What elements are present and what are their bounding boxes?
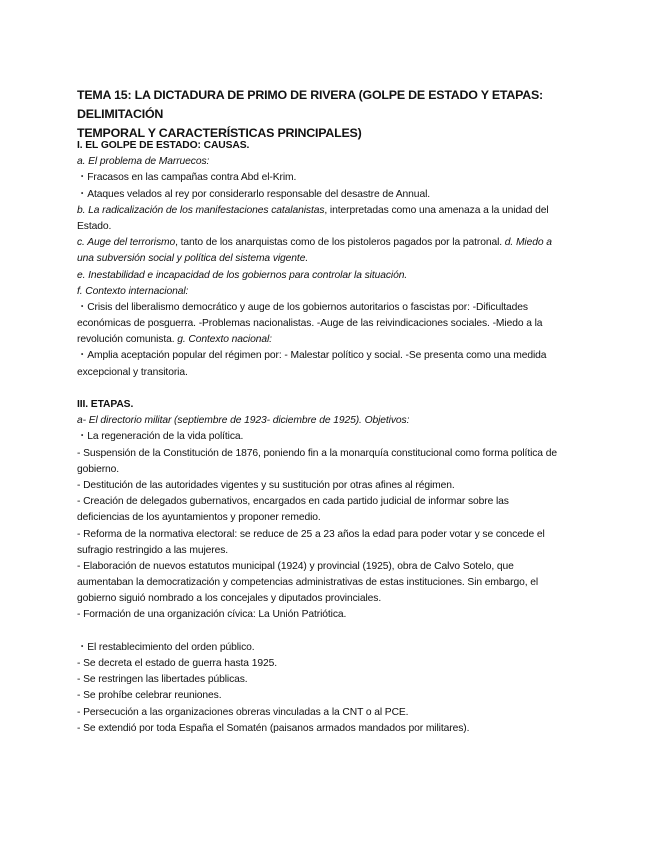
cause-b-continued: Estado.	[77, 220, 112, 232]
list-item-continued: aumentaban la democratización y competencias administrativas de estas instituciones. Sin embargo, el	[77, 577, 539, 589]
stage-a-heading: a- El directorio militar (septiembre de 1923- diciembre de 1925). Objetivos:	[77, 415, 410, 427]
document-body	[77, 138, 607, 737]
list-item: - Se extendió por toda España el Somatén (paisanos armados mandados por militares).	[77, 722, 470, 734]
cause-g-line-2: excepcional y transitoria.	[77, 366, 188, 378]
title-line-2: TEMPORAL Y CARACTERÍSTICAS PRINCIPALES)	[77, 126, 362, 140]
list-item: - Formación de una organización cívica: La Unión Patriótica.	[77, 609, 347, 621]
list-item-continued: sufragio restringido a las mujeres.	[77, 544, 229, 556]
title-line-1: TEMA 15: LA DICTADURA DE PRIMO DE RIVERA (GOLPE DE ESTADO Y ETAPAS: DELIMITACIÓN	[77, 88, 543, 121]
cause-f-text: revolución comunista.	[77, 334, 175, 346]
section-heading-causas: I. EL GOLPE DE ESTADO: CAUSAS.	[77, 140, 250, 151]
cause-c-italic: c. Auge del terrorismo	[77, 237, 176, 249]
cause-a-item-2: ・Ataques velados al rey por considerarlo responsable del desastre de Annual.	[77, 188, 431, 200]
section-heading-etapas: III. ETAPAS.	[77, 399, 134, 410]
cause-g-heading: g. Contexto nacional:	[177, 334, 272, 346]
cause-c	[77, 235, 607, 251]
objective-1: ・La regeneración de la vida política.	[77, 431, 244, 443]
cause-g-line-1: ・Amplia aceptación popular del régimen por: - Malestar político y social. -Se presenta como una medida	[77, 350, 547, 362]
cause-c-text: , tanto de los anarquistas como de los pistoleros pagados por la patronal.	[175, 237, 503, 249]
cause-b-italic: b. La radicalización de los manifestaciones catalanistas	[77, 204, 325, 216]
cause-f-heading: f. Contexto internacional:	[77, 285, 189, 297]
cause-f-line-3	[77, 332, 607, 348]
list-item: - Se decreta el estado de guerra hasta 1925.	[77, 658, 277, 669]
cause-d-start: d. Miedo a	[504, 237, 552, 249]
cause-b	[77, 203, 607, 219]
objective-2: ・El restablecimiento del orden público.	[77, 641, 255, 653]
list-item: - Se restringen las libertades públicas.	[77, 674, 248, 686]
list-item: - Destitución de las autoridades vigentes y su sustitución por otras afines al régimen.	[77, 479, 455, 491]
spacer	[77, 381, 607, 397]
cause-a-item-1: ・Fracasos en las campañas contra Abd el-Krim.	[77, 172, 297, 184]
spacer	[77, 624, 607, 640]
list-item: - Creación de delegados gubernativos, encargados en cada partido judicial de informar sobre las	[77, 496, 509, 508]
list-item: - Suspensión de la Constitución de 1876, poniendo fin a la monarquía constitucional como forma política de	[77, 447, 557, 459]
list-item: - Persecución a las organizaciones obreras vinculadas a la CNT o al PCE.	[77, 706, 409, 718]
cause-f-line-1: ・Crisis del liberalismo democrático y auge de los gobiernos autoritarios o fascistas por: -Dificultades	[77, 301, 528, 313]
cause-a-heading: a. El problema de Marruecos:	[77, 156, 210, 168]
list-item-continued: gobierno.	[77, 463, 120, 475]
list-item-continued: gobierno siguió nombrado a los concejales y diputados provinciales.	[77, 593, 382, 605]
cause-b-text: , interpretadas como una amenaza a la unidad del	[324, 204, 549, 216]
list-item: - Reforma de la normativa electoral: se reduce de 25 a 23 años la edad para poder votar y se concede el	[77, 528, 545, 540]
document-title	[77, 86, 597, 143]
cause-f-line-2: económicas de posguerra. -Problemas nacionalistas. -Auge de las reivindicaciones sociales. -Miedo a la	[77, 318, 543, 330]
list-item-continued: deficiencias de los ayuntamientos y proponer remedio.	[77, 512, 321, 524]
list-item: - Se prohíbe celebrar reuniones.	[77, 690, 222, 702]
list-item: - Elaboración de nuevos estatutos municipal (1924) y provincial (1925), obra de Calvo Sotelo, que	[77, 560, 514, 572]
cause-d-continued: una subversión social y política del sistema vigente.	[77, 253, 309, 265]
cause-e: e. Inestabilidad e incapacidad de los gobiernos para controlar la situación.	[77, 269, 408, 281]
